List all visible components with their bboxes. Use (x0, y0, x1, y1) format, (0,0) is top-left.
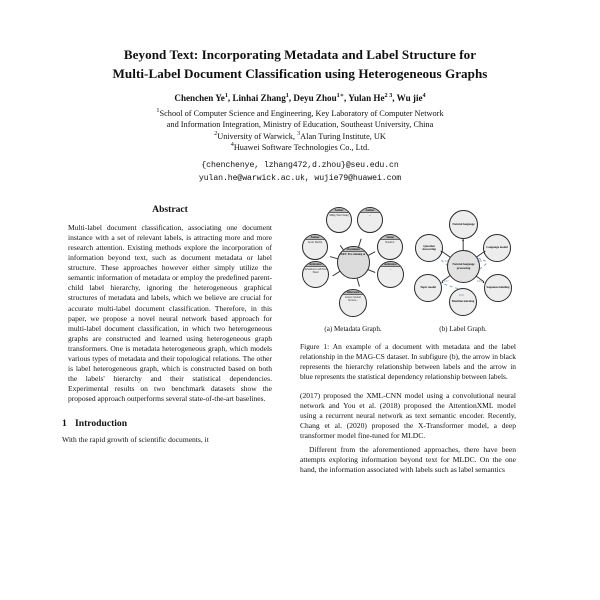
label-graph (411, 204, 515, 322)
node-value-label: Glove: Global Vectors... (345, 296, 361, 303)
author-1: Linhai Zhang (232, 93, 286, 104)
abstract-text: Multi-label document classification, associating one document instance with a set of relevant labels, is attracting more and more research attention. Existing methods explore the incorporation of information beyond text, such as document metadata or label structure. These approaches however either simply utilize the semantic information of metadata or employ the predefined parent-child label hierarchy, ignoring the heterogeneous graphical structures of metadata and labels, which we believe are crucial for accurate multi-label document classification. Therefore, in this paper, we propose a novel neural network based approach for multi-label document classification, in which two heterogeneous graphs are constructed and learned using heterogeneous graph transformers. One is metadata heterogeneous graph, which models various types of metadata and their topological relations. The other is label heterogeneous graph, which is constructed based on both the labels' hierarchy and their statistical dependencies. Experimental results on two benchmark datasets show the proposed approach outperforms several state-of-the-art baselines. (68, 223, 272, 404)
affiliation-1 (62, 108, 538, 119)
author-list (62, 92, 538, 105)
node-value-label: Question Answering (422, 243, 436, 251)
edge-weight-label: 0.24 (477, 280, 482, 283)
author-2: Deyu Zhou (293, 93, 337, 104)
node-value-label: Natural language (452, 221, 475, 226)
arrowhead-icon (462, 239, 464, 241)
metadata-node-reference-attention[interactable] (302, 261, 329, 288)
email-line-1: {chenchenye, lzhang472,d.zhou}@seu.edu.cn (201, 160, 399, 170)
affil-4-marker: 4 (230, 141, 234, 149)
right-paragraph-1: (2017) proposed the XML-CNN model using a convolutional neural network and You et al. (2018) proposed the AttentionXML model using a recurrent neural network as text semantic encoder. Recently, Chang et al. (2020) proposed the X-Transformer model, a deep transformer model fine-tuned for MLDC. (300, 390, 516, 440)
author-3-affil-marker: 2 3 (384, 92, 393, 100)
affiliations (62, 108, 538, 154)
subfigure-a-caption: (a) Metadata Graph. (324, 325, 382, 333)
body-columns (0, 204, 600, 479)
author-0-affil-marker: 1 (224, 92, 228, 100)
node-value-label: Ming-Wei Chang (329, 214, 349, 218)
node-value-label: ... (368, 214, 372, 218)
author-sep-2: , (344, 93, 349, 104)
right-column (300, 204, 516, 479)
node-type-label: Reference (378, 262, 403, 267)
node-type-label: Reference (340, 290, 366, 295)
figure-caption: Figure 1: An example of a document with metadata and the label relationship in the MAG-CS dataset. In subfigure (b), the arrow in black represents the hierarchy relationship between labels and the arrow in blue represents the statistical dependency relationship between labels. (300, 342, 516, 381)
author-sep-0: , (227, 93, 233, 104)
label-node-sequence-labeling[interactable] (484, 274, 512, 302)
edge-weight-label: 0.17 (444, 280, 449, 283)
section-title: Introduction (75, 418, 128, 430)
edge-weight-label: 0.21 (445, 260, 450, 263)
author-sep-3: , (392, 93, 397, 104)
node-value-label: Topic model (420, 285, 436, 290)
abstract-heading: Abstract (152, 204, 188, 215)
label-node-nlp[interactable] (447, 250, 480, 283)
node-value-label: Natural language processing (452, 262, 475, 270)
label-node-natural-language[interactable] (449, 210, 478, 239)
author-3: Yulan He (348, 93, 385, 104)
affiliation-2-text: University of Warwick, (217, 131, 295, 141)
label-node-topic-model[interactable] (414, 274, 442, 302)
label-node-language-model[interactable] (483, 234, 511, 262)
section-heading-introduction (62, 418, 278, 429)
right-paragraph-2: Different from the aforementioned approaches, there have been attempts exploring information beyond text for MLDC. On the one hand, the information associated with labels such as label semantics (300, 445, 516, 475)
affil-3-marker: 3 (297, 129, 301, 137)
label-node-machine-learning[interactable] (449, 288, 477, 316)
metadata-node-venue-naacl[interactable] (377, 234, 403, 260)
author-sep-1: , (288, 93, 294, 104)
author-4-affil-marker: 4 (422, 92, 426, 100)
subfigure-b (411, 204, 515, 333)
affil-1-marker: 1 (156, 107, 160, 115)
edge-weight-label: 0.19 (459, 294, 464, 297)
node-type-label: Author (358, 208, 382, 213)
email-block (62, 159, 538, 186)
author-0: Chenchen Ye (174, 93, 225, 104)
author-1-affil-marker: 1 (285, 92, 289, 100)
node-value-label: Jacob Devlin (307, 241, 323, 245)
subfigure-b-caption: (b) Label Graph. (439, 325, 487, 333)
label-node-question-answering[interactable] (415, 234, 443, 262)
page-title (62, 46, 538, 83)
node-value-label: Language model (486, 245, 508, 250)
email-line-2: yulan.he@warwick.ac.uk, wujie79@huawei.com (198, 173, 402, 183)
node-type-label: Author (303, 235, 327, 240)
title-line-1: Beyond Text: Incorporating Metadata and Label Structure for (123, 47, 477, 62)
section-number: 1 (62, 418, 67, 430)
author-4: Wu jie (396, 93, 423, 104)
affil-2-marker: 2 (214, 129, 218, 137)
metadata-node-author-ming-wei-chang[interactable] (326, 207, 352, 233)
node-value-label: Attention is All You Need (304, 268, 327, 275)
affiliation-2-3 (62, 131, 538, 142)
edge-weight-label: 0.28 (477, 260, 482, 263)
intro-paragraph-1: With the rapid growth of scientific documents, it (62, 435, 209, 445)
subfigure-a (301, 204, 405, 333)
node-value-label: BERT: Pre-training of ... (339, 253, 368, 257)
title-block (0, 0, 600, 185)
title-line-2: Multi-Label Document Classification using Heterogeneous Graphs (112, 65, 488, 81)
left-column (62, 204, 278, 479)
node-type-label: Author (327, 208, 351, 213)
node-value-label: Sequence labeling (486, 285, 510, 290)
node-type-label: Document (338, 247, 369, 252)
affiliation-1-text: School of Computer Science and Engineering, Key Laboratory of Computer Network (159, 108, 444, 118)
affiliation-4 (62, 142, 538, 153)
node-value-label: Machine learning (451, 299, 475, 304)
metadata-graph (301, 204, 405, 322)
metadata-node-reference-glove[interactable] (339, 289, 367, 317)
affiliation-3-text: Alan Turing Institute, UK (300, 131, 386, 141)
metadata-node-author-jacob-devlin[interactable] (302, 234, 328, 260)
affiliation-1-cont: and Information Integration, Ministry of Education, Southeast University, China (166, 120, 434, 130)
metadata-node-reference-other[interactable] (377, 261, 404, 288)
node-value-label: NAACL (385, 241, 395, 245)
node-type-label: Venue (378, 235, 402, 240)
author-2-affil-marker: 1∗ (336, 92, 345, 100)
metadata-node-document-bert[interactable] (337, 246, 370, 279)
node-value-label: ... (389, 268, 392, 272)
affiliation-4-text: Huawei Software Technologies Co., Ltd. (233, 143, 370, 153)
edge-weight-label: 0.32 (465, 250, 470, 253)
metadata-node-author-other[interactable] (357, 207, 383, 233)
node-type-label: Reference (303, 262, 328, 267)
figure-1 (300, 204, 516, 333)
